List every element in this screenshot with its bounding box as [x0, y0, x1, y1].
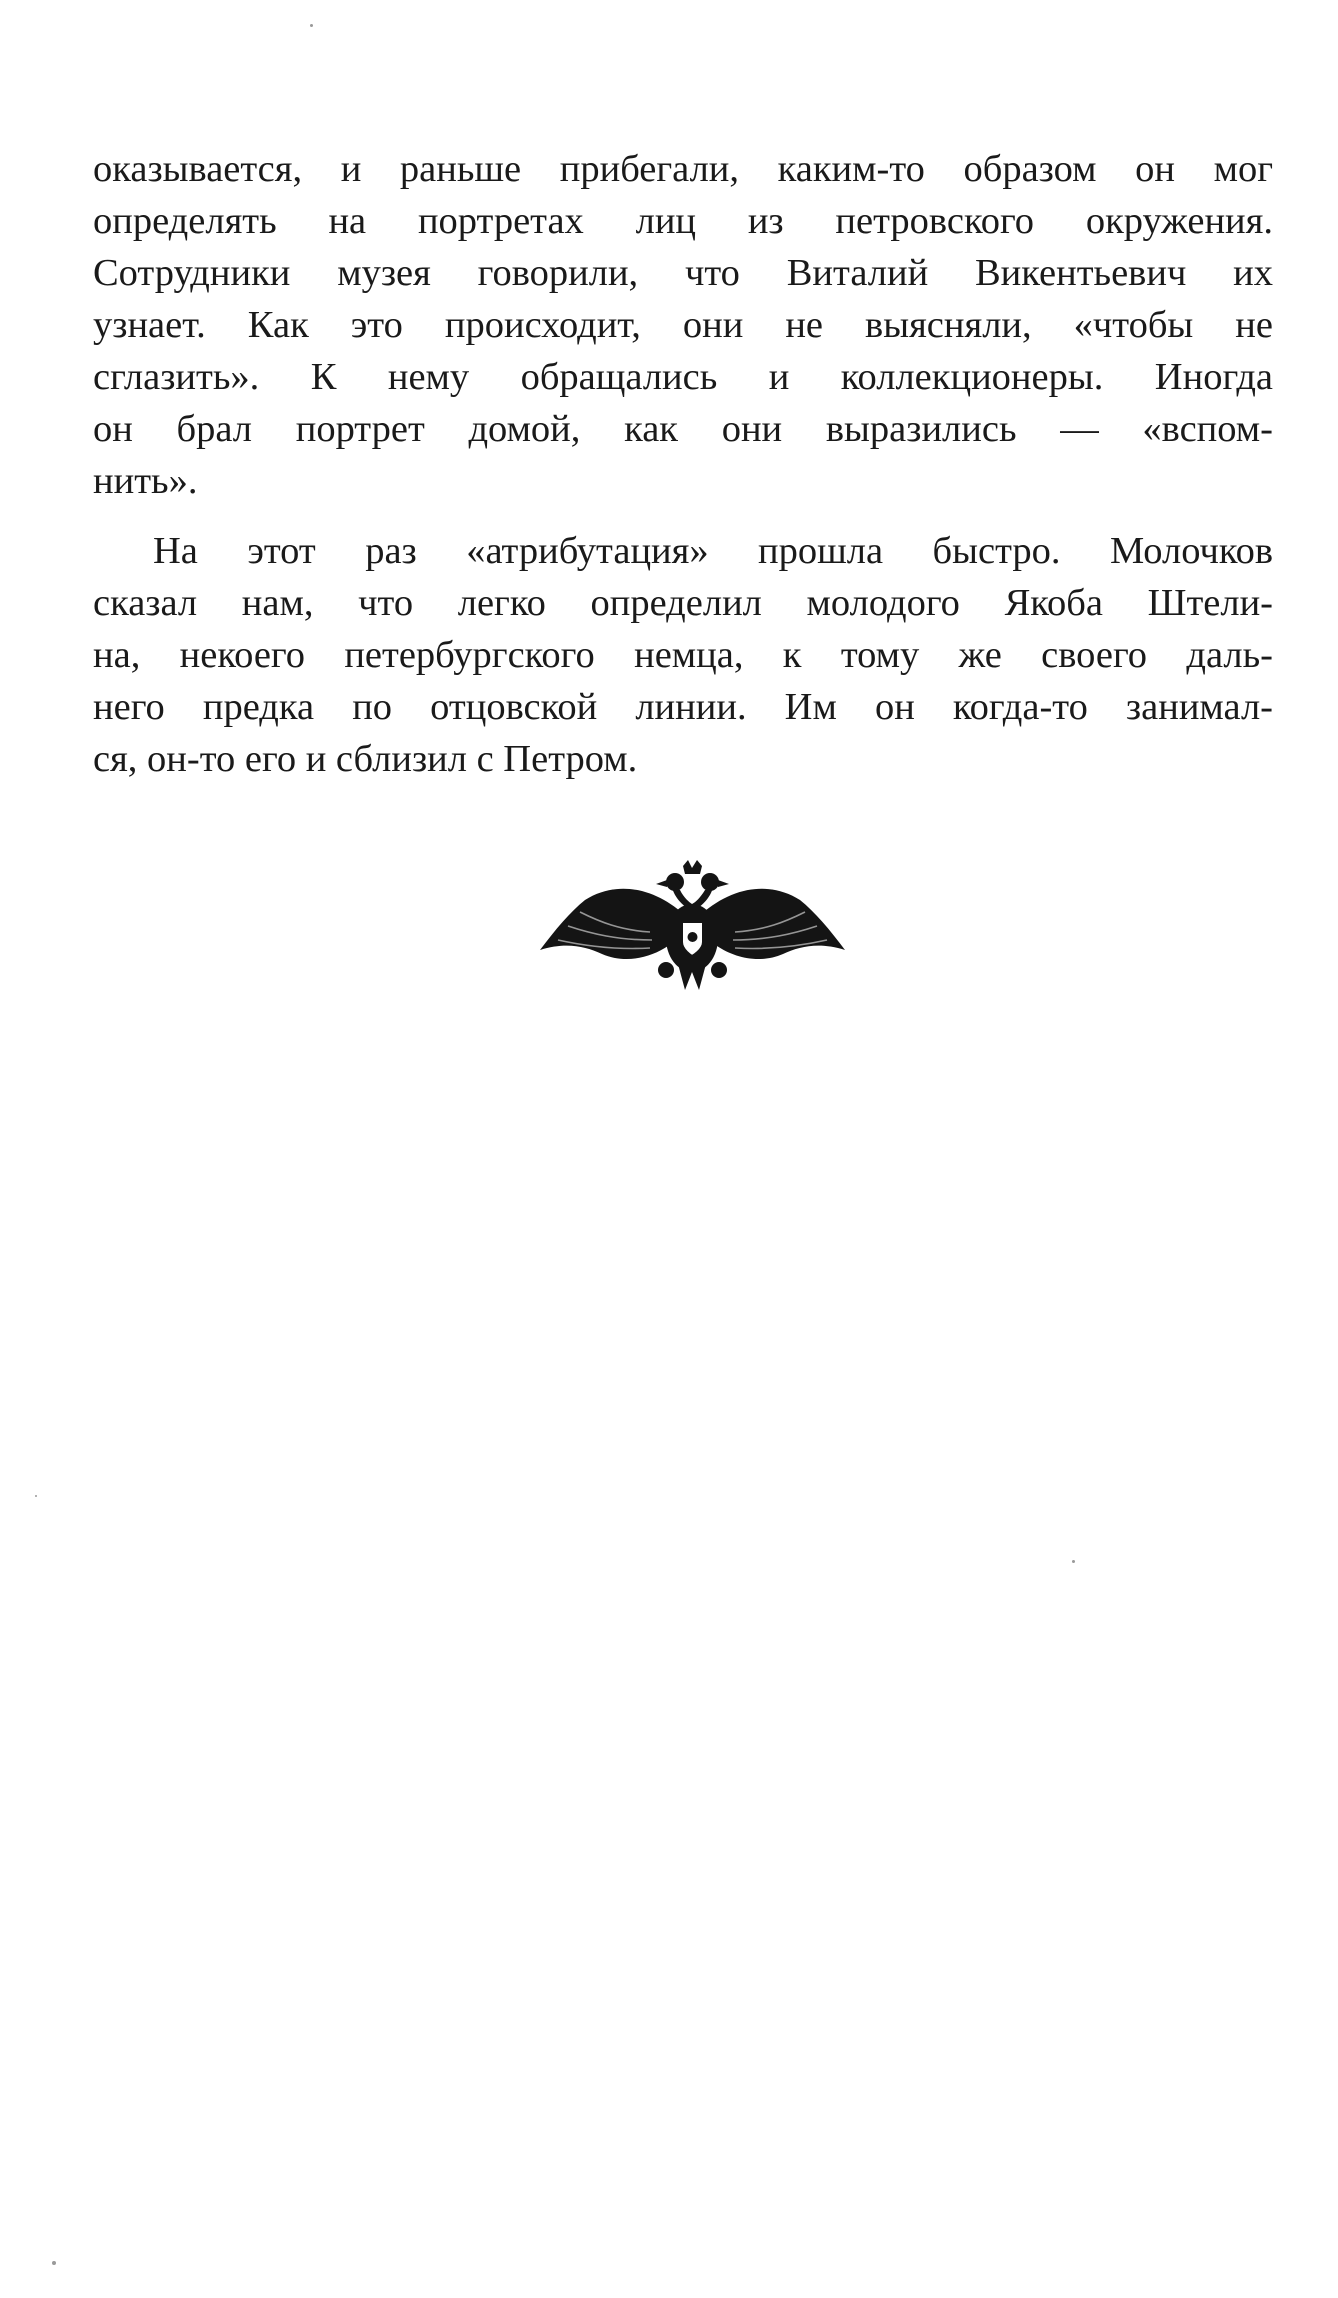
text-line: ся, он-то его и сблизил с Петром.: [93, 738, 638, 780]
paper-speck: [1072, 1560, 1075, 1563]
paper-speck: [35, 1495, 37, 1497]
body-text: [93, 143, 1273, 785]
text-line: определять на портретах лиц из петровского окружения.: [93, 200, 1273, 242]
text-line: сказал нам, что легко определил молодого Якоба Штели-: [93, 582, 1273, 624]
paragraph-1: [93, 143, 1273, 507]
text-line: На этот раз «атрибутация» прошла быстро. Молочков: [153, 530, 1273, 572]
text-line: он брал портрет домой, как они выразились — «вспом-: [93, 408, 1273, 450]
paragraph-2: [93, 525, 1273, 785]
text-line: Сотрудники музея говорили, что Виталий Викентьевич их: [93, 252, 1273, 294]
text-line: узнает. Как это происходит, они не выясняли, «чтобы не: [93, 304, 1273, 346]
double-headed-eagle-icon: [540, 860, 845, 995]
text-line: сглазить». К нему обращались и коллекционеры. Иногда: [93, 356, 1273, 398]
text-line: оказывается, и раньше прибегали, каким-то образом он мог: [93, 148, 1273, 190]
text-line: на, некоего петербургского немца, к тому же своего даль-: [93, 634, 1273, 676]
text-line: него предка по отцовской линии. Им он когда-то занимал-: [93, 686, 1273, 728]
text-line: нить».: [93, 460, 198, 502]
paper-speck: [310, 24, 313, 27]
paper-speck: [52, 2261, 56, 2265]
